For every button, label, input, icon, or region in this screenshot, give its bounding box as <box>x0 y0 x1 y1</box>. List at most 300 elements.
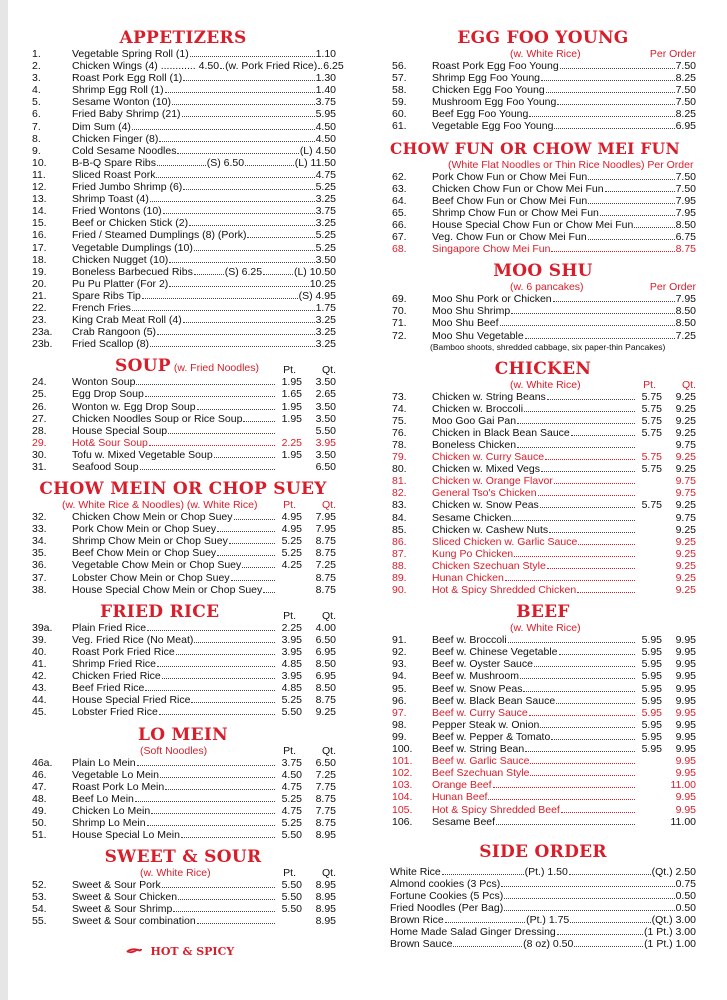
item-price-quart: 8.50 <box>315 658 336 671</box>
dot-leader <box>556 703 635 704</box>
item-name: Beef Egg Foo Young <box>432 108 529 121</box>
dot-leader <box>445 922 525 923</box>
item-price-pint: 2.25 <box>281 436 302 449</box>
item-name: Beef w. Pepper & Tomato <box>432 730 551 743</box>
item-name: House Special Chow Fun or Chow Mei Fun <box>432 218 634 231</box>
item-price: 7.25 <box>675 329 696 342</box>
item-name: Beef w. Chinese Vegetable <box>432 646 558 659</box>
item-name: Spare Ribs Tip <box>72 289 141 302</box>
item-price-quart: 7.75 <box>315 804 336 817</box>
menu-item-row <box>30 133 336 145</box>
side-order-list <box>390 866 696 951</box>
item-price-quart: 5.50 <box>315 424 336 437</box>
item-number: 83. <box>392 499 407 512</box>
item-price-pint: 5.95 <box>641 706 662 719</box>
item-price: 8.50 <box>675 317 696 330</box>
dot-leader <box>172 104 315 105</box>
item-name: Veg. Fried Rice (No Meat) <box>72 633 194 646</box>
menu-item-row <box>30 903 336 915</box>
menu-item-row <box>390 878 696 890</box>
item-name: Chicken Nugget (10) <box>72 253 169 266</box>
item-number: 2. <box>32 60 41 73</box>
dot-leader <box>488 799 635 800</box>
item-price-pint: 5.50 <box>281 706 302 719</box>
menu-item-row <box>390 120 696 132</box>
item-price-quart: 8.75 <box>315 583 336 596</box>
item-price: 3.25 <box>315 193 336 206</box>
item-number: 3. <box>32 72 41 85</box>
item-price-pint: 4.85 <box>281 682 302 695</box>
menu-item-row <box>30 437 336 449</box>
dot-leader <box>157 165 206 166</box>
item-price-small: (Pt.) 1.75 <box>526 914 570 927</box>
egg-foo-young-list <box>390 60 696 133</box>
item-number: 47. <box>32 780 47 793</box>
dot-leader <box>557 934 643 935</box>
item-name: Beef Chow Mein or Chop Suey <box>72 547 217 560</box>
item-price: 3.25 <box>315 338 336 351</box>
menu-item-row <box>390 779 696 791</box>
item-number: 99. <box>392 730 407 743</box>
menu-item-row <box>30 96 336 108</box>
chow-mein-subtitle: (w. White Rice & Noodles) (w. White Rice) <box>62 499 258 512</box>
section-title-chow-fun: CHOW FUN OR CHOW MEI FUN <box>390 138 680 158</box>
item-number: 13. <box>32 193 47 206</box>
item-price-quart: 8.95 <box>315 879 336 892</box>
chow-fun-header <box>390 159 696 171</box>
item-number: 61. <box>392 120 407 133</box>
dot-leader <box>197 923 275 924</box>
item-number: 87. <box>392 547 407 560</box>
item-number: 36. <box>32 559 47 572</box>
item-number: 33. <box>32 523 47 536</box>
dot-leader <box>634 227 674 228</box>
section-title-beef: BEEF <box>516 602 570 623</box>
item-number: 89. <box>392 572 407 584</box>
item-name: Boneless Barbecued Ribs <box>72 265 193 278</box>
item-number: 35. <box>32 547 47 560</box>
item-name: Chicken Chow Fun or Chow Mei Fun <box>432 182 604 195</box>
item-name: Veg. Chow Fun or Chow Mei Fun <box>432 231 587 244</box>
dot-leader <box>234 519 276 520</box>
item-price-quart: 9.75 <box>675 487 696 500</box>
chow-fun-list <box>390 171 696 256</box>
dot-leader <box>242 567 275 568</box>
item-number: 73. <box>392 390 407 403</box>
item-price: 7.50 <box>675 84 696 97</box>
menu-item-row <box>30 670 336 682</box>
item-price: 4.50 <box>315 120 336 133</box>
item-price-quart: 9.95 <box>675 682 696 695</box>
lo-mein-header <box>30 745 336 757</box>
item-price-quart: 9.95 <box>675 803 696 816</box>
item-price-quart: 9.95 <box>675 755 696 768</box>
menu-item-row <box>390 108 696 120</box>
dot-leader <box>520 678 635 679</box>
item-price: 8.75 <box>675 243 696 256</box>
dot-leader <box>147 630 275 631</box>
dot-leader <box>559 654 635 655</box>
menu-item-row <box>390 84 696 96</box>
item-price-quart: 8.75 <box>315 535 336 548</box>
item-name: Chicken w. String Beans <box>432 390 546 403</box>
item-price: 3.25 <box>315 217 336 230</box>
sweet-sour-subtitle: (w. White Rice) <box>140 867 211 880</box>
moo-shu-note: (Bamboo shoots, shredded cabbage, six paper-thin Pancakes) <box>430 341 666 352</box>
item-price-quart: 7.25 <box>315 768 336 781</box>
dot-leader <box>538 495 635 496</box>
item-number: 102. <box>392 767 413 780</box>
item-price-pint: 4.50 <box>281 768 302 781</box>
item-price-pint: 5.95 <box>641 646 662 659</box>
dot-leader <box>561 812 635 813</box>
item-name: Shrimp Egg Foo Young <box>432 72 540 85</box>
item-name: Vegetable Spring Roll (1) <box>72 48 189 60</box>
item-number: 78. <box>392 438 407 451</box>
menu-item-row <box>30 646 336 658</box>
menu-item-row <box>390 463 696 475</box>
item-price-quart: 9.25 <box>675 402 696 415</box>
item-number: 56. <box>392 60 407 72</box>
item-number: 27. <box>32 412 47 425</box>
item-number: 39. <box>32 633 47 646</box>
item-number: 19. <box>32 265 47 278</box>
menu-item-row <box>390 330 696 342</box>
menu-item-row <box>390 317 696 329</box>
item-price-pint: 5.25 <box>281 535 302 548</box>
menu-item-row <box>30 694 336 706</box>
item-name: Sweet & Sour combination <box>72 915 196 928</box>
dot-leader <box>150 346 315 347</box>
item-name: Pepper Steak w. Onion <box>432 718 540 731</box>
item-price-pint: 5.95 <box>641 694 662 707</box>
item-price-quart: 9.95 <box>675 791 696 804</box>
item-name: Shrimp Toast (4) <box>72 193 149 206</box>
dot-leader <box>525 338 675 339</box>
section-title-soup: SOUP <box>115 356 171 377</box>
dot-leader <box>540 507 635 508</box>
item-price-quart: 6.50 <box>315 633 336 646</box>
dot-leader <box>505 580 635 581</box>
item-price: (Qt.) 2.50 <box>651 865 696 878</box>
dot-leader <box>165 92 315 93</box>
item-name: Hunan Chicken <box>432 572 504 584</box>
dot-leader <box>229 543 275 544</box>
menu-item-row <box>390 293 696 305</box>
beef-header <box>390 622 696 634</box>
item-price-pint: 4.85 <box>281 658 302 671</box>
item-number: 100. <box>392 743 413 756</box>
item-price-quart: 9.25 <box>675 572 696 584</box>
item-price: 7.95 <box>675 194 696 207</box>
menu-item-row <box>30 511 336 523</box>
item-price: 4.75 <box>315 168 336 181</box>
item-number: 34. <box>32 535 47 548</box>
item-price-quart: 9.95 <box>675 694 696 707</box>
item-name: Chicken Chow Mein or Chop Suey <box>72 511 233 524</box>
item-number: 22. <box>32 301 47 314</box>
menu-item-row <box>390 439 696 451</box>
item-name: Pork Chow Mein or Chop Suey <box>72 523 217 536</box>
sweet-sour-header <box>30 867 336 879</box>
menu-item-row <box>30 229 336 241</box>
item-number: 65. <box>392 206 407 219</box>
item-price-quart: 9.95 <box>675 634 696 647</box>
item-number: 7. <box>32 120 41 133</box>
fried-rice-list <box>30 622 336 719</box>
dot-leader <box>574 946 643 947</box>
item-price-quart: 8.75 <box>315 571 336 584</box>
item-name: Beef Szechuan Style <box>432 767 530 780</box>
menu-item-row <box>30 879 336 891</box>
dot-leader <box>151 813 275 814</box>
item-name: Crab Rangoon (5) <box>72 326 157 339</box>
item-price: 8.25 <box>675 108 696 121</box>
menu-item-row <box>390 560 696 572</box>
dot-leader <box>176 654 275 655</box>
lo-mein-pt-header: Pt. <box>283 744 296 757</box>
dot-leader <box>493 787 635 788</box>
item-name: Chicken w. Mixed Vegs <box>432 463 540 476</box>
item-name: Tofu w. Mixed Vegetable Soup <box>72 448 213 461</box>
menu-item-row <box>390 475 696 487</box>
item-price-pint: 5.95 <box>641 718 662 731</box>
item-name: Wonton w. Egg Drop Soup <box>72 400 196 413</box>
item-number: 46. <box>32 768 47 781</box>
dot-leader <box>243 421 275 422</box>
dot-leader <box>263 592 275 593</box>
dot-leader <box>525 751 635 752</box>
chow-mein-qt-header: Qt. <box>321 499 336 512</box>
soup-header <box>30 356 336 376</box>
menu-item-row <box>30 181 336 193</box>
item-number: 57. <box>392 72 407 85</box>
dot-leader <box>560 68 675 69</box>
item-name: Beef Fried Rice <box>72 682 145 695</box>
menu-item-row <box>390 902 696 914</box>
item-price: 6.75 <box>675 231 696 244</box>
dot-leader <box>159 714 275 715</box>
dot-leader <box>189 225 314 226</box>
soup-subtitle: (w. Fried Noodles) <box>173 362 260 375</box>
item-number: 51. <box>32 829 47 842</box>
item-number: 17. <box>32 241 47 254</box>
dot-leader <box>137 765 275 766</box>
menu-item-row <box>390 926 696 938</box>
dot-leader <box>132 129 315 130</box>
menu-item-row <box>390 305 696 317</box>
dot-leader <box>145 690 275 691</box>
item-name: Beef w. Snow Peas <box>432 682 523 695</box>
item-name: Roast Pork Lo Mein <box>72 780 165 793</box>
item-name: Brown Rice <box>390 914 444 927</box>
item-price-quart: 8.75 <box>315 694 336 707</box>
item-price-quart: 8.75 <box>315 816 336 829</box>
item-name: Seafood Soup <box>72 461 139 473</box>
dot-leader <box>600 215 675 216</box>
dot-leader <box>183 189 314 190</box>
dot-leader <box>523 691 635 692</box>
item-number: 91. <box>392 634 407 647</box>
item-name: Sweet & Sour Chicken <box>72 891 178 904</box>
item-price-pint: 5.95 <box>641 743 662 756</box>
item-number: 30. <box>32 448 47 461</box>
item-name: Chicken w. Snow Peas <box>432 499 539 512</box>
menu-item-row <box>30 401 336 413</box>
item-price-quart: 9.95 <box>675 767 696 780</box>
menu-item-row <box>390 719 696 731</box>
menu-item-row <box>30 121 336 133</box>
lo-mein-qt-header: Qt. <box>321 744 336 757</box>
chicken-qt-header: Qt. <box>681 378 696 391</box>
item-price-pint: 5.75 <box>641 499 662 512</box>
item-name: Beef w. Curry Sauce <box>432 706 528 719</box>
menu-item-row <box>30 217 336 229</box>
item-number: 63. <box>392 182 407 195</box>
item-number: 42. <box>32 670 47 683</box>
item-name: Shrimp Lo Mein <box>72 816 146 829</box>
dot-leader <box>135 801 275 802</box>
menu-item-row <box>390 707 696 719</box>
item-number: 15. <box>32 217 47 230</box>
item-name: Cold Sesame Noodles <box>72 144 177 157</box>
item-price: 0.50 <box>675 889 696 902</box>
menu-item-row <box>390 767 696 779</box>
item-price-quart: 9.95 <box>675 743 696 756</box>
item-number: 25. <box>32 388 47 401</box>
item-price-pint: 5.75 <box>641 414 662 427</box>
item-name: Beef w. Garlic Sauce <box>432 755 530 768</box>
menu-item-row <box>390 231 696 243</box>
item-price-pint: 5.50 <box>281 829 302 842</box>
item-number: 85. <box>392 523 407 536</box>
item-name: Chicken Lo Mein <box>72 804 151 817</box>
menu-item-row <box>390 427 696 439</box>
chicken-list <box>390 391 696 597</box>
item-number: 67. <box>392 231 407 244</box>
item-name: House Special Fried Rice <box>72 694 191 707</box>
item-name: Beef or Chicken Stick (2) <box>72 217 189 230</box>
menu-item-row <box>390 804 696 816</box>
dot-leader <box>571 435 635 436</box>
item-number: 75. <box>392 414 407 427</box>
dot-leader <box>156 177 314 178</box>
item-name: Sesame Chicken <box>432 511 512 524</box>
item-name: Fried / Steamed Dumplings (8) (Pork) <box>72 229 247 242</box>
soup-qt-header: Qt. <box>321 364 336 377</box>
item-price-quart: 9.25 <box>675 547 696 560</box>
menu-item-row <box>390 646 696 658</box>
dot-leader <box>553 301 675 302</box>
dot-leader <box>570 922 650 923</box>
dot-leader <box>511 313 674 314</box>
menu-item-row <box>390 866 696 878</box>
section-title-chicken: CHICKEN <box>494 358 592 379</box>
chicken-header <box>390 379 696 391</box>
section-title-lo-mein: LO MEIN <box>137 724 229 745</box>
menu-item-row <box>30 461 336 473</box>
item-number: 41. <box>32 658 47 671</box>
item-name: Beef w. String Bean <box>432 743 525 756</box>
dot-leader <box>157 666 275 667</box>
item-name: Sweet & Sour Pork <box>72 879 161 892</box>
item-price: 8.50 <box>675 218 696 231</box>
section-title-chow-mein: CHOW MEIN OR CHOP SUEY <box>39 479 327 500</box>
item-number: 12. <box>32 181 47 194</box>
item-number: 103. <box>392 779 413 792</box>
item-name: Home Made Salad Ginger Dressing <box>390 926 556 939</box>
item-price-pint: 3.95 <box>281 645 302 658</box>
section-title-sweet-sour: SWEET & SOUR <box>104 847 262 868</box>
item-number: 48. <box>32 792 47 805</box>
item-price-quart: 9.25 <box>315 706 336 719</box>
item-price-small: (S) 6.25 <box>224 265 263 278</box>
item-price-small: (8 oz) 0.50 <box>523 938 574 951</box>
menu-item-row <box>390 755 696 767</box>
item-number: 4. <box>32 84 41 97</box>
item-price-quart: 9.75 <box>675 475 696 488</box>
item-number: 60. <box>392 108 407 121</box>
dot-leader <box>217 531 275 532</box>
item-price: 3.75 <box>315 96 336 109</box>
menu-item-row <box>390 487 696 499</box>
item-number: 38. <box>32 583 47 596</box>
item-name: Roast Pork Fried Rice <box>72 645 175 658</box>
dot-leader <box>578 544 635 545</box>
item-name: Vegetable Dumplings (10) <box>72 241 193 254</box>
item-price-quart: 11.00 <box>670 779 696 792</box>
item-price: (1 Pt.) 1.00 <box>644 938 697 951</box>
menu-item-row <box>30 108 336 120</box>
chow-fun-subtitle: (White Flat Noodles or Thin Rice Noodles) Per Order <box>448 158 694 171</box>
dot-leader <box>549 532 635 533</box>
moo-shu-per-order: Per Order <box>649 281 696 294</box>
dot-leader <box>588 239 675 240</box>
item-name: Lobster Fried Rice <box>72 706 158 719</box>
item-number: 55. <box>32 915 47 928</box>
item-number: 44. <box>32 694 47 707</box>
dot-leader <box>163 213 315 214</box>
egg-foo-young-per-order: Per Order <box>649 48 696 60</box>
item-name: Moo Shu Beef <box>432 317 499 330</box>
item-price-quart: 9.25 <box>675 535 696 548</box>
menu-item-row <box>390 524 696 536</box>
item-price-quart: 6.95 <box>315 670 336 683</box>
dot-leader <box>194 274 224 275</box>
menu-item-row <box>390 451 696 463</box>
menu-item-row <box>390 634 696 646</box>
dot-leader <box>190 56 315 57</box>
dot-leader <box>194 642 275 643</box>
section-title-egg-foo-young: EGG FOO YOUNG <box>457 28 629 48</box>
menu-item-row <box>390 731 696 743</box>
item-name: Vegetable Egg Foo Young <box>432 120 554 133</box>
menu-item-row <box>390 914 696 926</box>
item-number: 82. <box>392 487 407 500</box>
item-price-quart: 9.25 <box>675 463 696 476</box>
soup-pt-header: Pt. <box>283 364 296 377</box>
menu-item-row <box>30 757 336 769</box>
dot-leader <box>547 568 635 569</box>
item-price: 10.25 <box>309 277 336 290</box>
dot-leader <box>501 886 674 887</box>
dot-leader <box>534 666 635 667</box>
menu-item-row <box>30 449 336 461</box>
item-price-quart: 9.25 <box>675 559 696 572</box>
item-price: (S) 4.95 <box>298 289 336 302</box>
item-number: 70. <box>392 305 407 318</box>
item-number: 81. <box>392 475 407 488</box>
